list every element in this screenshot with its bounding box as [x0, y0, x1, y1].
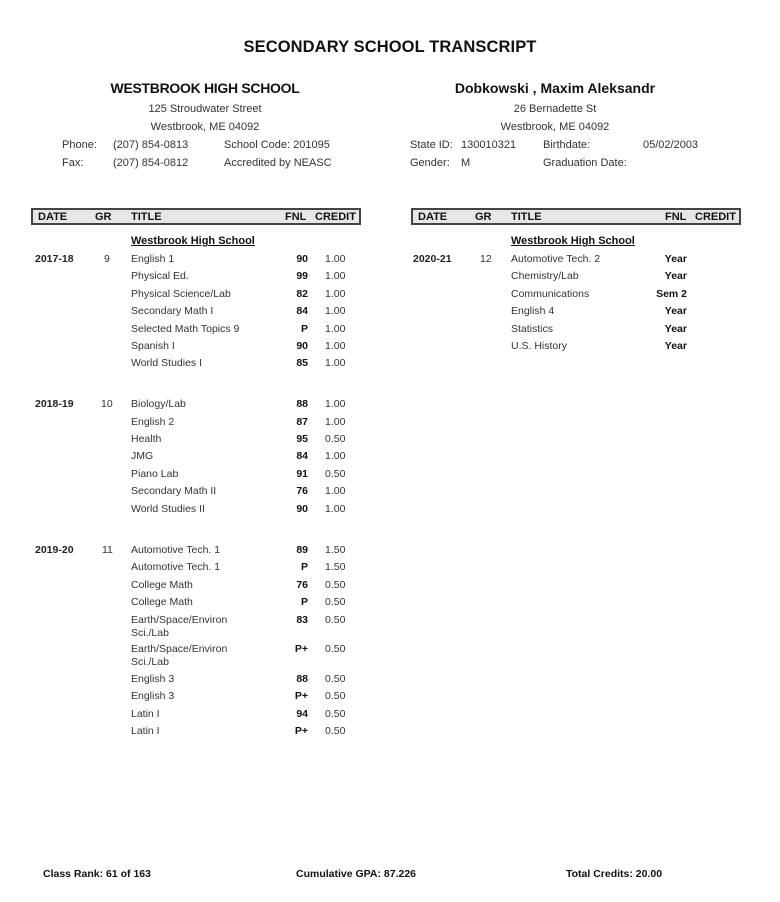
course-title: Automotive Tech. 1 [131, 544, 221, 556]
gender: M [461, 157, 471, 169]
total-credits: Total Credits: 20.00 [566, 868, 663, 880]
course-row [0, 398, 390, 415]
course-credit: 1.00 [325, 450, 346, 462]
course-credit: 1.00 [325, 305, 346, 317]
course-credit: 1.00 [325, 270, 346, 282]
course-row [390, 323, 780, 340]
student-address-line2: Westbrook, ME 04092 [500, 121, 610, 133]
course-row [0, 270, 390, 287]
term-grade: 11 [102, 544, 113, 556]
course-credit: 1.50 [325, 561, 346, 573]
header-date: DATE [38, 211, 68, 223]
term-grade: 9 [104, 253, 110, 265]
course-title: Earth/Space/Environ Sci./Lab [131, 643, 228, 668]
course-title: Automotive Tech. 2 [511, 253, 601, 265]
course-credit: 0.50 [325, 643, 346, 655]
course-credit: 0.50 [325, 468, 346, 480]
course-final: P [300, 596, 308, 608]
course-final: 76 [296, 579, 308, 591]
gender-label: Gender: [410, 157, 450, 169]
course-credit: 1.50 [325, 544, 346, 556]
term-grade: 12 [480, 253, 492, 265]
header-date: DATE [418, 211, 448, 223]
course-final: 83 [296, 614, 308, 626]
course-final: P [300, 561, 308, 573]
course-final: Sem 2 [656, 288, 687, 300]
state-id-label: State ID: [410, 139, 453, 151]
header-credit: CREDIT [695, 211, 736, 223]
course-final: 99 [296, 270, 308, 282]
course-row [0, 433, 390, 450]
birthdate-label: Birthdate: [543, 139, 591, 151]
school-code: School Code: 201095 [224, 139, 330, 151]
header-final: FNL [665, 211, 687, 223]
class-rank: Class Rank: 61 of 163 [43, 868, 151, 880]
header-grade: GR [475, 211, 492, 223]
course-row [0, 596, 390, 613]
course-title: Communications [511, 288, 590, 300]
course-final: 89 [296, 544, 308, 556]
student-name: Dobkowski , Maxim Aleksandr [454, 80, 656, 96]
term-date: 2019-20 [35, 544, 74, 556]
course-row [0, 643, 390, 673]
course-title: Piano Lab [131, 468, 179, 480]
course-row [0, 305, 390, 322]
course-row [0, 357, 390, 374]
course-row [0, 673, 390, 690]
course-final: 91 [296, 468, 308, 480]
course-title: U.S. History [511, 340, 568, 352]
course-row [0, 544, 390, 561]
course-row [0, 340, 390, 357]
course-title: Automotive Tech. 1 [131, 561, 221, 573]
course-row [390, 253, 780, 270]
course-final: 88 [296, 398, 308, 410]
course-row [390, 288, 780, 305]
course-final: 94 [296, 708, 308, 720]
course-credit: 0.50 [325, 433, 346, 445]
course-credit: 1.00 [325, 340, 346, 352]
course-final: 95 [296, 433, 308, 445]
course-final: Year [664, 340, 687, 352]
course-title: World Studies I [131, 357, 203, 369]
course-row [0, 579, 390, 596]
course-final: P+ [294, 725, 308, 737]
course-row [390, 305, 780, 322]
course-credit: 0.50 [325, 596, 346, 608]
course-title: Spanish I [131, 340, 175, 352]
course-credit: 1.00 [325, 253, 346, 265]
course-final: Year [664, 323, 687, 335]
course-final: 76 [296, 485, 308, 497]
course-title: World Studies II [131, 503, 205, 515]
course-title: Earth/Space/Environ Sci./Lab [131, 614, 228, 639]
school-address-line1: 125 Stroudwater Street [148, 103, 262, 115]
course-final: 82 [296, 288, 308, 300]
course-title: Biology/Lab [131, 398, 186, 410]
course-title: Chemistry/Lab [511, 270, 579, 282]
course-row [0, 288, 390, 305]
course-final: Year [664, 270, 687, 282]
header-title: TITLE [131, 211, 162, 223]
course-credit: 0.50 [325, 708, 346, 720]
course-title: Latin I [131, 725, 160, 737]
course-final: 90 [296, 340, 308, 352]
course-final: 88 [296, 673, 308, 685]
page-title: SECONDARY SCHOOL TRANSCRIPT [243, 38, 537, 56]
course-title: English 2 [131, 416, 175, 428]
course-title: JMG [131, 450, 154, 462]
course-final: 84 [296, 450, 308, 462]
course-credit: 1.00 [325, 288, 346, 300]
student-address-line1: 26 Bernadette St [513, 103, 597, 115]
course-row [0, 503, 390, 520]
phone-label: Phone: [62, 139, 97, 151]
graduation-date-label: Graduation Date: [543, 157, 627, 169]
course-title: Selected Math Topics 9 [131, 323, 240, 335]
school-name: WESTBROOK HIGH SCHOOL [110, 80, 300, 96]
state-id: 130010321 [461, 139, 517, 151]
course-row [0, 416, 390, 433]
term-date: 2017-18 [35, 253, 74, 265]
course-row [0, 450, 390, 467]
course-final: Year [664, 305, 687, 317]
course-title: English 4 [511, 305, 555, 317]
course-title: English 3 [131, 690, 175, 702]
course-title: Secondary Math II [131, 485, 217, 497]
right-school-heading: Westbrook High School [511, 235, 635, 247]
course-credit: 1.00 [325, 485, 346, 497]
course-credit: 0.50 [325, 673, 346, 685]
course-final: Year [664, 253, 687, 265]
course-credit: 0.50 [325, 725, 346, 737]
course-row [0, 614, 390, 644]
course-row [390, 340, 780, 357]
course-row [0, 485, 390, 502]
header-final: FNL [285, 211, 307, 223]
header-grade: GR [95, 211, 112, 223]
course-credit: 0.50 [325, 690, 346, 702]
fax-label: Fax: [62, 157, 84, 169]
course-title: English 3 [131, 673, 175, 685]
course-row [0, 468, 390, 485]
course-title: Health [131, 433, 162, 445]
course-row [390, 270, 780, 287]
course-final: 90 [296, 253, 308, 265]
course-title: College Math [131, 596, 193, 608]
course-final: 85 [296, 357, 308, 369]
course-credit: 0.50 [325, 614, 346, 626]
term-grade: 10 [101, 398, 113, 410]
school-phone: (207) 854-0813 [113, 139, 189, 151]
course-final: P+ [294, 690, 308, 702]
term-date: 2020-21 [413, 253, 452, 265]
header-credit: CREDIT [315, 211, 356, 223]
course-final: 87 [296, 416, 308, 428]
course-credit: 1.00 [325, 357, 346, 369]
course-final: 84 [296, 305, 308, 317]
course-final: P [300, 323, 308, 335]
course-title: Secondary Math I [131, 305, 214, 317]
course-credit: 1.00 [325, 398, 346, 410]
school-fax: (207) 854-0812 [113, 157, 189, 169]
right-table-header [411, 208, 741, 225]
left-table-header [31, 208, 361, 225]
school-accreditation: Accredited by NEASC [224, 157, 332, 169]
course-row [0, 561, 390, 578]
course-title: Physical Ed. [131, 270, 189, 282]
course-title: College Math [131, 579, 193, 591]
course-final: 90 [296, 503, 308, 515]
course-row [0, 253, 390, 270]
cumulative-gpa: Cumulative GPA: 87.226 [296, 868, 417, 880]
course-title: English 1 [131, 253, 175, 265]
birthdate: 05/02/2003 [643, 139, 699, 151]
course-row [0, 690, 390, 707]
course-credit: 1.00 [325, 503, 346, 515]
course-title: Statistics [511, 323, 554, 335]
left-school-heading: Westbrook High School [131, 235, 255, 247]
school-address-line2: Westbrook, ME 04092 [150, 121, 260, 133]
course-title: Latin I [131, 708, 160, 720]
term-date: 2018-19 [35, 398, 74, 410]
header-title: TITLE [511, 211, 542, 223]
course-credit: 1.00 [325, 416, 346, 428]
course-title: Physical Science/Lab [131, 288, 231, 300]
course-row [0, 708, 390, 725]
course-row [0, 725, 390, 742]
course-credit: 0.50 [325, 579, 346, 591]
course-row [0, 323, 390, 340]
course-final: P+ [294, 643, 308, 655]
course-credit: 1.00 [325, 323, 346, 335]
